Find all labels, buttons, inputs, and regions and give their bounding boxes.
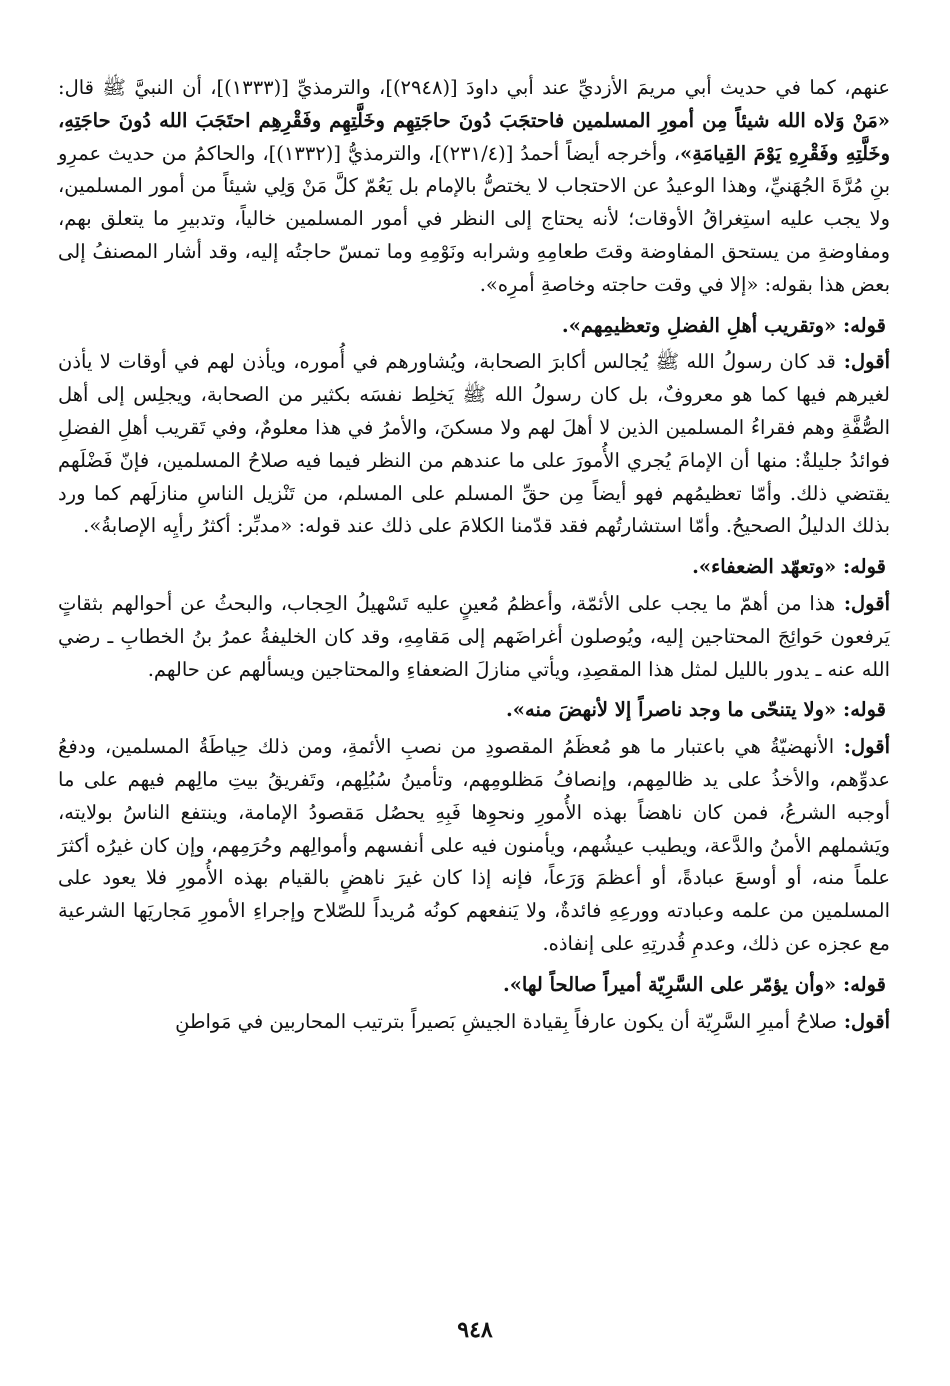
body-paragraph: [58, 1006, 890, 1039]
page-body: [58, 72, 890, 1038]
text-run: هذا من أهمّ ما يجب على الأئمّة، وأعظمُ مُعينٍ عليه تَسْهيلُ الحِجاب، والبحثُ عن أحوالهم بثقاتٍ يَرفعون حَوائِجَ المحتاجين إليه، ويُوصلون أغراضَهم إلى مَقامِهِ، وقد كان الخليفةُ عمرُ بنُ الخطابِ ـ رضي الله عنه ـ يدور بالليل لمثل هذا المقصِدِ، ويأتي منازلَ الضعفاءِ والمحتاجين ويسألهم عن حالهم.: [58, 591, 890, 681]
body-paragraph: [58, 588, 890, 686]
text-run: عنهم، كما في حديث أبي مريمَ الأزديِّ عند أبي داودَ [(٢٩٤٨)]، والترمذيِّ [(١٣٣٣)]، أن النبيَّ ﷺ قال:: [58, 76, 890, 99]
section-heading: [58, 310, 890, 343]
text-run: قوله: «وأن يؤمّر على السَّرِيّة أميراً صالحاً لها».: [502, 972, 886, 996]
text-run: الأنهضيّةُ هي باعتبار ما هو مُعظَمُ المقصودِ من نصبِ الأئمةِ، ومن ذلك حِياطَةُ المسلمين، ودفعُ عدوِّهم، والأخذُ على يد ظالمِهم، وإنصافُ مَظلومِهم، وتأمينُ سُبُلِهم، وتَفريقُ بيتِ مالِهم فيهم على ما أوجبه الشرعُ، فمن كان ناهضاً بهذه الأُمورِ ونحوِها فَبِهِ يحصُل مَقصودُ الإمامة، وينتفع الناسُ بولايته، ويَشملهم الأمنُ والدَّعة، ويطيب عيشُهم، ويأمنون فيه على أنفسهم وأموالِهم وحُرَمِهم، وإن كان غيرُه أكثرَ علماً منه، أو أوسعَ عبادةً، أو أعظمَ وَرَعاً، فإنه إذا كان غيرَ ناهضٍ بالقيام بهذه الأُمورِ فلا يعود على المسلمين من علمه وعبادته وورعِهِ فائدةٌ، ولا يَنفعهم كونُه مُريداً للصّلاح وإجراءِ الأمورِ مَجاريَها الشرعية مع عجزه عن ذلك، وعدمِ قُدرتِهِ على إنفاذه.: [58, 735, 890, 955]
section-heading: [58, 551, 890, 584]
text-run: ، وأخرجه أيضاً أحمدُ [(٢٣١/٤)]، والترمذيُّ [(١٣٣٢)]، والحاكمُ من حديث عمرِو بنِ مُرَّةَ الجُهَنيِّ، وهذا الوعيدُ عن الاحتجاب لا يختصُّ بالإمام بل يَعُمّ كلَّ مَنْ وَلِي شيئاً من أمور المسلمين، ولا يجب عليه استِغراقُ الأوقات؛ لأنه يحتاج إلى النظر في أمور المسلمين خالياً، وتدبيرِ ما يتعلق بهم، ومفاوضةِ من يستحق المفاوضة وقتَ طعامِهِ وشرابه ونَوْمِهِ وما تمسّ حاجتُه إليه، وقد أشار المصنفُ إلى بعض هذا بقوله: «إلا في وقت حاجته وخاصةِ أمرِه».: [58, 141, 890, 296]
bold-text: «مَنْ وَلاه الله شيئاً مِن أمورِ المسلمين فاحتجَبَ دُونَ حاجَتِهِم وخَلَّتِهِم وفَقْرِهِم احتَجَبَ الله دُونَ حاجَتِهِ، وخَلَّتِهِ وفَقْرِهِ يَوْمَ القِيامَةِ»: [58, 108, 891, 165]
body-paragraph: [58, 731, 890, 961]
section-heading: [58, 969, 890, 1002]
body-paragraph: [58, 346, 890, 543]
text-run: قد كان رسولُ الله ﷺ يُجالس أكابرَ الصحابة، ويُشاورهم في أُموره، ويأذن لهم في أوقات لا يأذن لغيرهم فيها كما هو معروفٌ، بل كان رسولُ الله ﷺ يَخلِط نفسَه بكثير من الصحابة، ويجلِس إلى أهل الصُّفَّةِ وهم فقراءُ المسلمين الذين لا أهلَ لهم ولا مسكنَ، والأمرُ في هذا معلومٌ، وفي تَقريب أهلِ الفضلِ فوائدُ جليلةٌ: منها أن الإمامَ يُجري الأُمورَ على ما عندهم من النظر فيما فيه صلاحُ المسلمين، فإنّ فَضْلَهم يقتضي ذلك. وأمّا تعظيمُهم فهو أيضاً مِن حقِّ المسلم على المسلم، من تَنْزيل الناسِ منازلَهم كما ورد بذلك الدليلُ الصحيحُ. وأمّا استشارتُهم فقد قدّمنا الكلامَ على ذلك عند قوله: «مدبِّر: أكثرُ رأيِه الإصابةُ».: [58, 350, 890, 538]
text-run: قوله: «وتقريب أهلِ الفضلِ وتعظيمِهم».: [561, 313, 886, 337]
section-heading: [58, 694, 890, 727]
bold-text: أقول:: [834, 735, 890, 759]
bold-text: أقول:: [835, 591, 890, 615]
bold-text: أقول:: [835, 350, 890, 374]
text-run: صلاحُ أميرِ السَّرِيّة أن يكون عارفاً بِقيادة الجيشِ بَصيراً بترتيب المحاربين في مَواطنِ: [175, 1009, 838, 1033]
text-run: قوله: «ولا يتنحّى ما وجد ناصراً إلا لأنهضَ منه».: [506, 698, 886, 722]
bold-text: أقول:: [837, 1009, 890, 1033]
body-paragraph: [58, 72, 890, 302]
text-run: قوله: «وتعهّد الضعفاء».: [692, 555, 886, 579]
page-number: ٩٤٨: [457, 1317, 493, 1343]
